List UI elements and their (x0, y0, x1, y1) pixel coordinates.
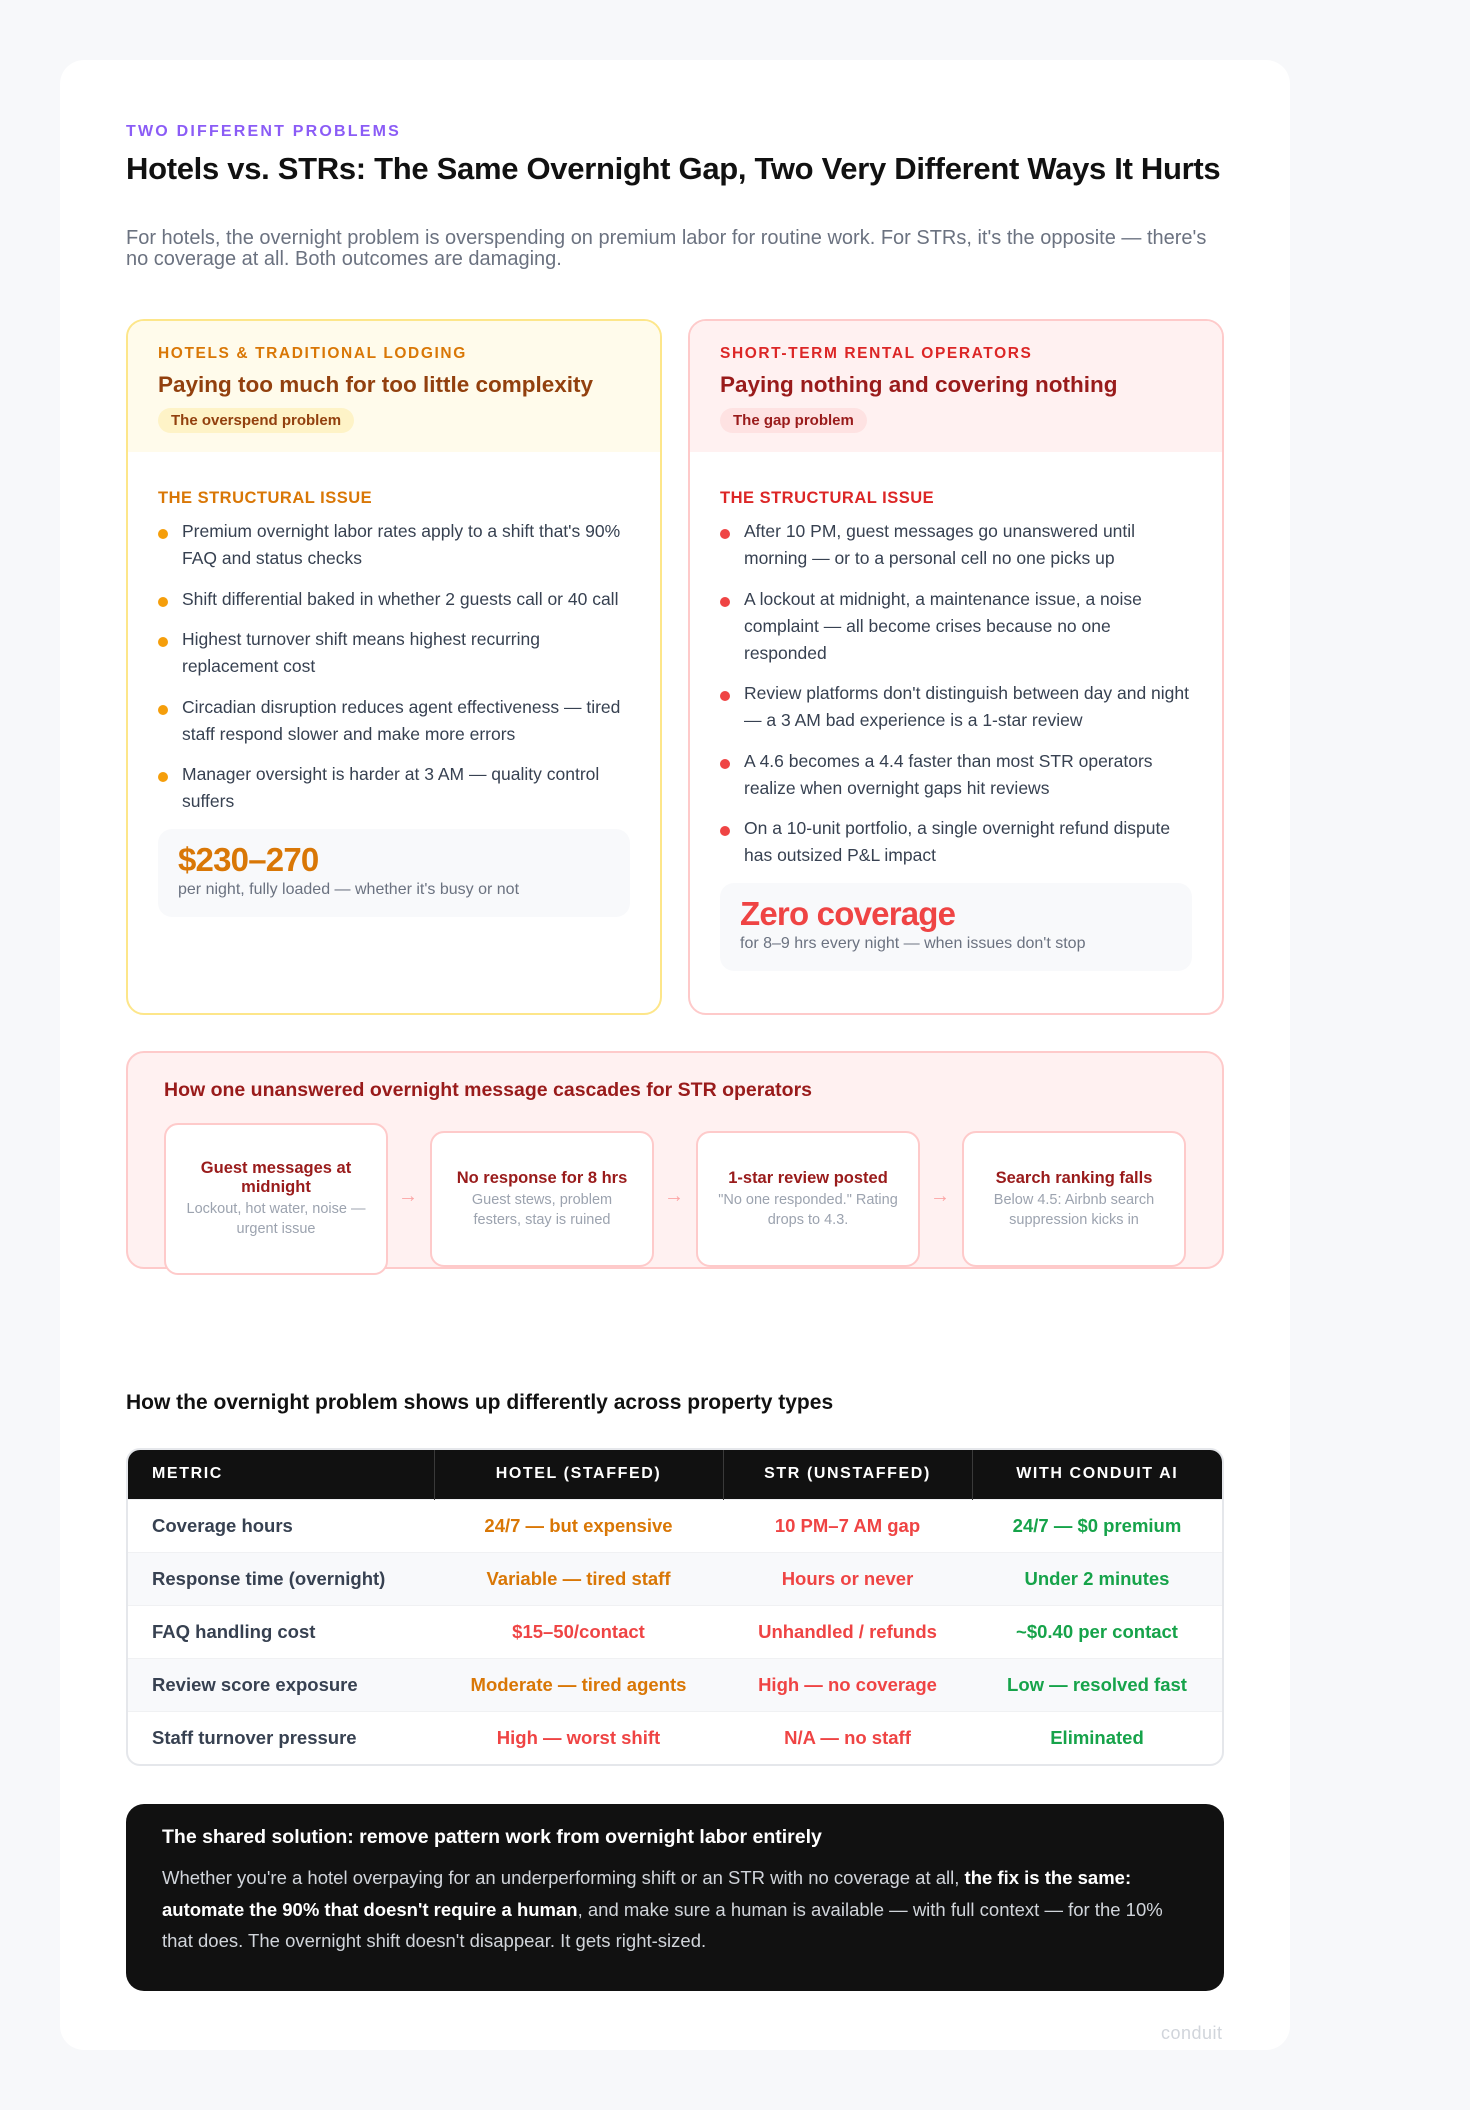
stat-caption: for 8–9 hrs every night — when issues don't stop (740, 934, 1086, 952)
metric-cell: Review score exposure (128, 1658, 434, 1711)
bullet-item: On a 10-unit portfolio, a single overnight refund dispute has outsized P&L impact (720, 815, 1192, 869)
bullet-dot-icon (158, 597, 168, 607)
hotel-cell: High — worst shift (434, 1711, 723, 1764)
bullet-dot-icon (720, 759, 730, 769)
conduit-cell: ~$0.40 per contact (972, 1605, 1222, 1658)
section-label: THE STRUCTURAL ISSUE (720, 489, 935, 507)
str-cell: Unhandled / refunds (723, 1605, 972, 1658)
table-row (128, 1605, 1222, 1658)
card-title: Paying nothing and covering nothing (720, 372, 1118, 397)
cascade-step (696, 1131, 920, 1267)
str-cell: 10 PM–7 AM gap (723, 1499, 972, 1552)
bullet-dot-icon (158, 705, 168, 715)
card-title: Paying too much for too little complexity (158, 372, 594, 397)
table-header-row (128, 1450, 1222, 1499)
metric-cell: FAQ handling cost (128, 1605, 434, 1658)
hotel-cell: Moderate — tired agents (434, 1658, 723, 1711)
problem-badge: The overspend problem (158, 408, 354, 433)
table-row (128, 1658, 1222, 1711)
section-label: THE STRUCTURAL ISSUE (158, 489, 373, 507)
bullet-dot-icon (158, 529, 168, 539)
cascade-step (962, 1131, 1186, 1267)
eyebrow-label: TWO DIFFERENT PROBLEMS (126, 123, 402, 140)
column-header-str: STR (UNSTAFFED) (723, 1450, 972, 1499)
arrow-right-icon: → (398, 1185, 418, 1207)
stat-caption: per night, fully loaded — whether it's busy or not (178, 880, 520, 898)
cascade-title: How one unanswered overnight message cascades for STR operators (164, 1079, 813, 1101)
bullet-item: Manager oversight is harder at 3 AM — quality control suffers (158, 761, 630, 815)
metric-cell: Response time (overnight) (128, 1552, 434, 1605)
bullet-item: Shift differential baked in whether 2 guests call or 40 call (158, 586, 630, 613)
metric-cell: Coverage hours (128, 1499, 434, 1552)
bullet-list (720, 518, 1192, 869)
column-header-conduit: WITH CONDUIT AI (972, 1450, 1222, 1499)
hotel-cell: $15–50/contact (434, 1605, 723, 1658)
arrow-right-icon: → (664, 1185, 684, 1207)
step-description: Guest stews, problem festers, stay is ruined (471, 1191, 613, 1228)
bullet-dot-icon (720, 691, 730, 701)
bullet-item: Circadian disruption reduces agent effectiveness — tired staff respond slower and make more errors (158, 694, 630, 748)
bullet-item: A 4.6 becomes a 4.4 faster than most STR operators realize when overnight gaps hit reviews (720, 748, 1192, 802)
step-title: Search ranking falls (995, 1168, 1153, 1187)
str-cell: Hours or never (723, 1552, 972, 1605)
str-cell: N/A — no staff (723, 1711, 972, 1764)
bullet-dot-icon (720, 597, 730, 607)
bullet-dot-icon (158, 637, 168, 647)
table-row (128, 1552, 1222, 1605)
column-header-metric: METRIC (128, 1450, 434, 1499)
str-cell: High — no coverage (723, 1658, 972, 1711)
solution-title: The shared solution: remove pattern work from overnight labor entirely (162, 1826, 822, 1848)
page-title: Hotels vs. STRs: The Same Overnight Gap, Two Very Different Ways It Hurts (126, 151, 1221, 186)
card-header (128, 321, 660, 452)
solution-emphasis: the fix is the same: automate the 90% that doesn't require a human (162, 1867, 1132, 1920)
card-body (690, 452, 1222, 971)
cost-stat-box (158, 829, 630, 917)
page-subtitle: For hotels, the overnight problem is overspending on premium labor for routine work. For STRs, it's the opposite — there's no coverage at all. Both outcomes are damaging. (126, 227, 1207, 270)
hotel-cell: Variable — tired staff (434, 1552, 723, 1605)
column-header-hotel: HOTEL (STAFFED) (434, 1450, 723, 1499)
card-kicker: SHORT-TERM RENTAL OPERATORS (720, 345, 1033, 362)
conduit-cell: Under 2 minutes (972, 1552, 1222, 1605)
step-description: Lockout, hot water, noise — urgent issue (186, 1201, 366, 1237)
bullet-list (158, 518, 630, 815)
step-description: "No one responded." Rating drops to 4.3. (718, 1191, 898, 1228)
bullet-item: Highest turnover shift means highest recurring replacement cost (158, 626, 630, 680)
card-body (128, 452, 660, 917)
comparison-title: How the overnight problem shows up differently across property types (126, 1391, 834, 1414)
bullet-item: Review platforms don't distinguish between day and night — a 3 AM bad experience is a 1-star review (720, 680, 1192, 734)
brand-wordmark: conduit (1161, 2023, 1223, 2043)
step-title: No response for 8 hrs (456, 1168, 628, 1187)
bullet-item: Premium overnight labor rates apply to a shift that's 90% FAQ and status checks (158, 518, 630, 572)
hotel-cell: 24/7 — but expensive (434, 1499, 723, 1552)
step-description: Below 4.5: Airbnb search suppression kicks in (993, 1191, 1155, 1228)
step-title: Guest messages at midnight (200, 1159, 352, 1196)
coverage-stat-box (720, 883, 1192, 971)
bullet-dot-icon (720, 826, 730, 836)
solution-panel (126, 1804, 1224, 1991)
solution-body: Whether you're a hotel overpaying for an underperforming shift or an STR with no coverage at all, the fix is the same: automate the 90% that doesn't require a human, and make sure a human is available — with full context — for the 10% that does. The overnight shift doesn't disappear. It gets right-sized. (162, 1867, 1163, 1951)
bullet-item: A lockout at midnight, a maintenance issue, a noise complaint — all become crises because no one responded (720, 586, 1192, 667)
cascade-panel (126, 1051, 1224, 1269)
comparison-table (126, 1448, 1224, 1766)
table-row (128, 1499, 1222, 1552)
step-title: 1-star review posted (728, 1168, 888, 1187)
cascade-step (430, 1131, 654, 1267)
arrow-right-icon: → (930, 1185, 950, 1207)
str-problem-card (688, 319, 1224, 1015)
bullet-item: After 10 PM, guest messages go unanswered until morning — or to a personal cell no one picks up (720, 518, 1192, 572)
table-row (128, 1711, 1222, 1764)
card-header (690, 321, 1222, 452)
conduit-cell: Low — resolved fast (972, 1658, 1222, 1711)
cascade-step (164, 1123, 388, 1275)
card-kicker: HOTELS & TRADITIONAL LODGING (158, 345, 467, 362)
stat-value: $230–270 (178, 840, 319, 878)
stat-value: Zero coverage (740, 894, 956, 932)
bullet-dot-icon (720, 529, 730, 539)
conduit-cell: 24/7 — $0 premium (972, 1499, 1222, 1552)
problem-badge: The gap problem (720, 408, 867, 433)
conduit-cell: Eliminated (972, 1711, 1222, 1764)
hotel-problem-card (126, 319, 662, 1015)
page-card (60, 60, 1290, 2050)
bullet-dot-icon (158, 772, 168, 782)
metric-cell: Staff turnover pressure (128, 1711, 434, 1764)
